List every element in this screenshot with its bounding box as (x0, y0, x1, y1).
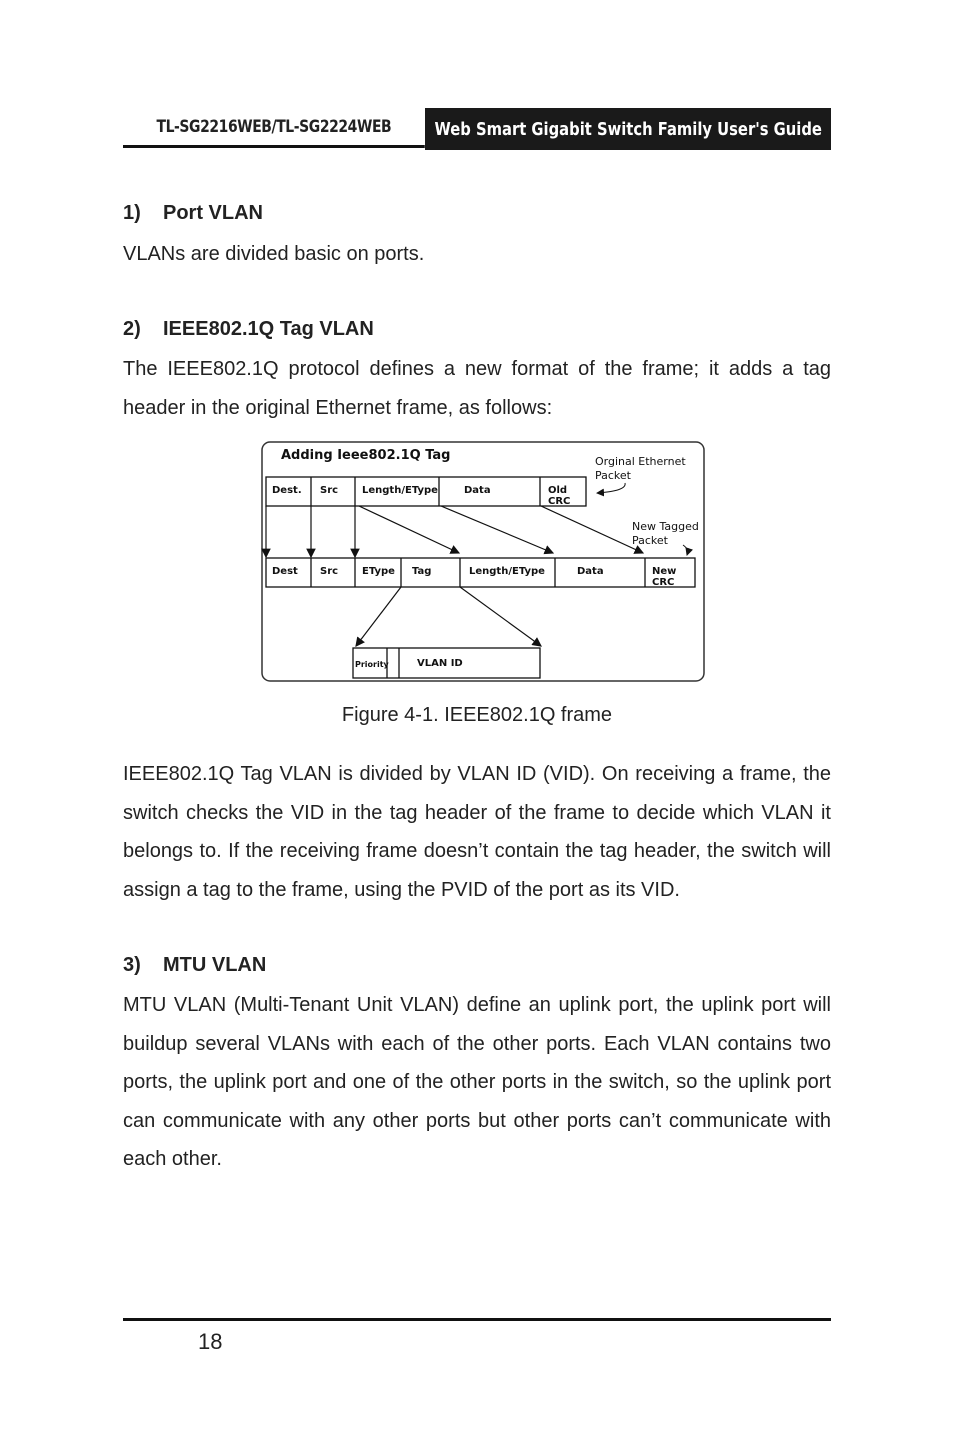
field-new-crc-line2: CRC (652, 577, 675, 588)
field-src-tagged: Src (320, 566, 339, 577)
header-guide-title: Web Smart Gigabit Switch Family User's Guide (434, 118, 822, 140)
page-number: 18 (198, 1329, 223, 1354)
field-tag-tagged: Tag (412, 566, 432, 577)
field-length-etype-original: Length/EType (362, 485, 438, 496)
section-heading-mtu-vlan: 3) MTU VLAN (123, 954, 267, 976)
ieee8021q-frame-diagram (261, 441, 705, 683)
tagged-packet-label-1: New Tagged (632, 520, 699, 533)
paragraph-tag-vlan-intro: The IEEE802.1Q protocol defines a new format of the frame; it adds a tag header in the original Ethernet frame, as follows: (123, 358, 831, 419)
original-packet-label-2: Packet (595, 469, 631, 482)
figure-caption: Figure 4-1. IEEE802.1Q frame (341, 704, 613, 726)
field-new-crc-line1: New (652, 566, 677, 577)
footer-rule (123, 1318, 831, 1321)
field-dest-tagged: Dest (272, 566, 298, 577)
field-dest-original: Dest. (272, 485, 302, 496)
section-heading-port-vlan: 1) Port VLAN (123, 202, 263, 224)
tag-breakdown-row (353, 648, 540, 678)
field-length-etype-tagged: Length/EType (469, 566, 545, 577)
field-old-crc-line1: Old (548, 485, 568, 496)
field-etype-tagged: EType (362, 566, 395, 577)
tagged-packet-label-2: Packet (632, 534, 668, 547)
paragraph-tag-vlan-detail: IEEE802.1Q Tag VLAN is divided by VLAN ID (VID). On receiving a frame, the switch checks the VID in the tag header of the frame to decide which VLAN it belongs to. If the receiving frame doesn’t contain the tag header, the switch will assign a tag to the frame, using the PVID of the port as its VID. (123, 763, 831, 901)
diagram-title: Adding Ieee802.1Q Tag (281, 448, 451, 463)
original-packet-label-1: Orginal Ethernet (595, 455, 686, 468)
paragraph-mtu-vlan: MTU VLAN (Multi-Tenant Unit VLAN) define an uplink port, the uplink port will buildup several VLANs with each of the other ports. Each VLAN contains two ports, the uplink port and one of the other ports in the switch, so the uplink port can communicate with any other ports but other ports can’t communicate with each other. (123, 994, 831, 1170)
tagged-frame-row (266, 558, 695, 588)
field-vlan-id: VLAN ID (417, 658, 463, 669)
field-old-crc-line2: CRC (548, 496, 571, 507)
header-guide-title-box (425, 108, 831, 150)
field-priority: Priority (355, 660, 389, 669)
field-src-original: Src (320, 485, 339, 496)
field-data-tagged: Data (577, 566, 604, 577)
section-heading-tag-vlan: 2) IEEE802.1Q Tag VLAN (123, 318, 374, 340)
page-header (123, 108, 831, 150)
original-frame-row (266, 477, 586, 507)
header-model: TL-SG2216WEB/TL-SG2224WEB (123, 108, 425, 148)
field-data-original: Data (464, 485, 491, 496)
paragraph-port-vlan: VLANs are divided basic on ports. (123, 243, 425, 265)
